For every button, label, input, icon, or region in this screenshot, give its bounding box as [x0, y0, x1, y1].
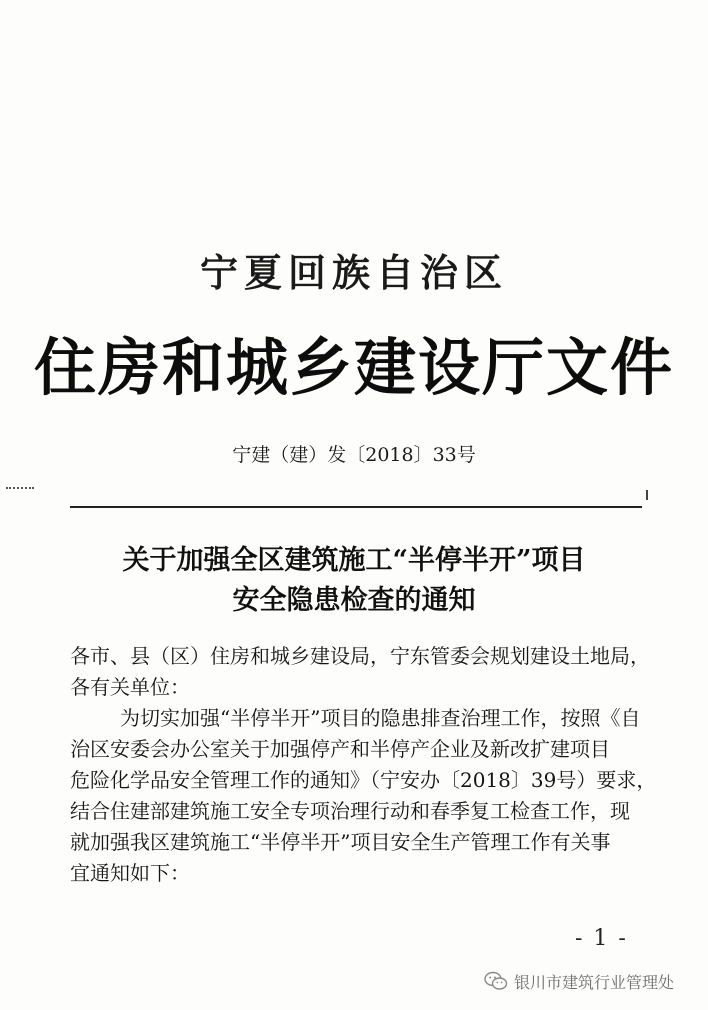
notice-body [70, 641, 657, 889]
document-number: 宁建（建）发〔2018〕33号 [232, 444, 476, 466]
body-line: 就加强我区建筑施工“半停半开”项目安全生产管理工作有关事 [70, 830, 611, 854]
watermark-text: 银川市建筑行业管理处 [514, 972, 675, 992]
issuer-agency-heading: 住房和城乡建设厅文件 [33, 331, 674, 404]
body-line: 危险化学品安全管理工作的通知》（宁安办〔2018〕39号）要求， [70, 768, 657, 792]
body-line: 各市、县（区）住房和城乡建设局，宁东管委会规划建设土地局， [70, 644, 650, 668]
page-number: - 1 - [575, 926, 628, 951]
notice-title-line-1: 关于加强全区建筑施工“半停半开”项目 [122, 545, 586, 576]
header-divider [70, 506, 642, 508]
wechat-icon [484, 971, 508, 991]
source-watermark [484, 968, 674, 994]
scan-edge-mark [6, 487, 34, 491]
body-line: 宜通知如下： [70, 861, 190, 885]
scan-edge-tick [646, 490, 648, 500]
notice-title-line-2: 安全隐患检查的通知 [232, 585, 476, 616]
body-line: 各有关单位： [70, 675, 190, 699]
body-line: 治区安委会办公室关于加强停产和半停产企业及新改扩建项目 [70, 737, 610, 761]
issuer-region: 宁夏回族自治区 [199, 250, 508, 295]
body-line: 为切实加强“半停半开”项目的隐患排查治理工作，按照《自 [120, 706, 641, 730]
body-line: 结合住建部建筑施工安全专项治理行动和春季复工检查工作，现 [70, 799, 630, 823]
